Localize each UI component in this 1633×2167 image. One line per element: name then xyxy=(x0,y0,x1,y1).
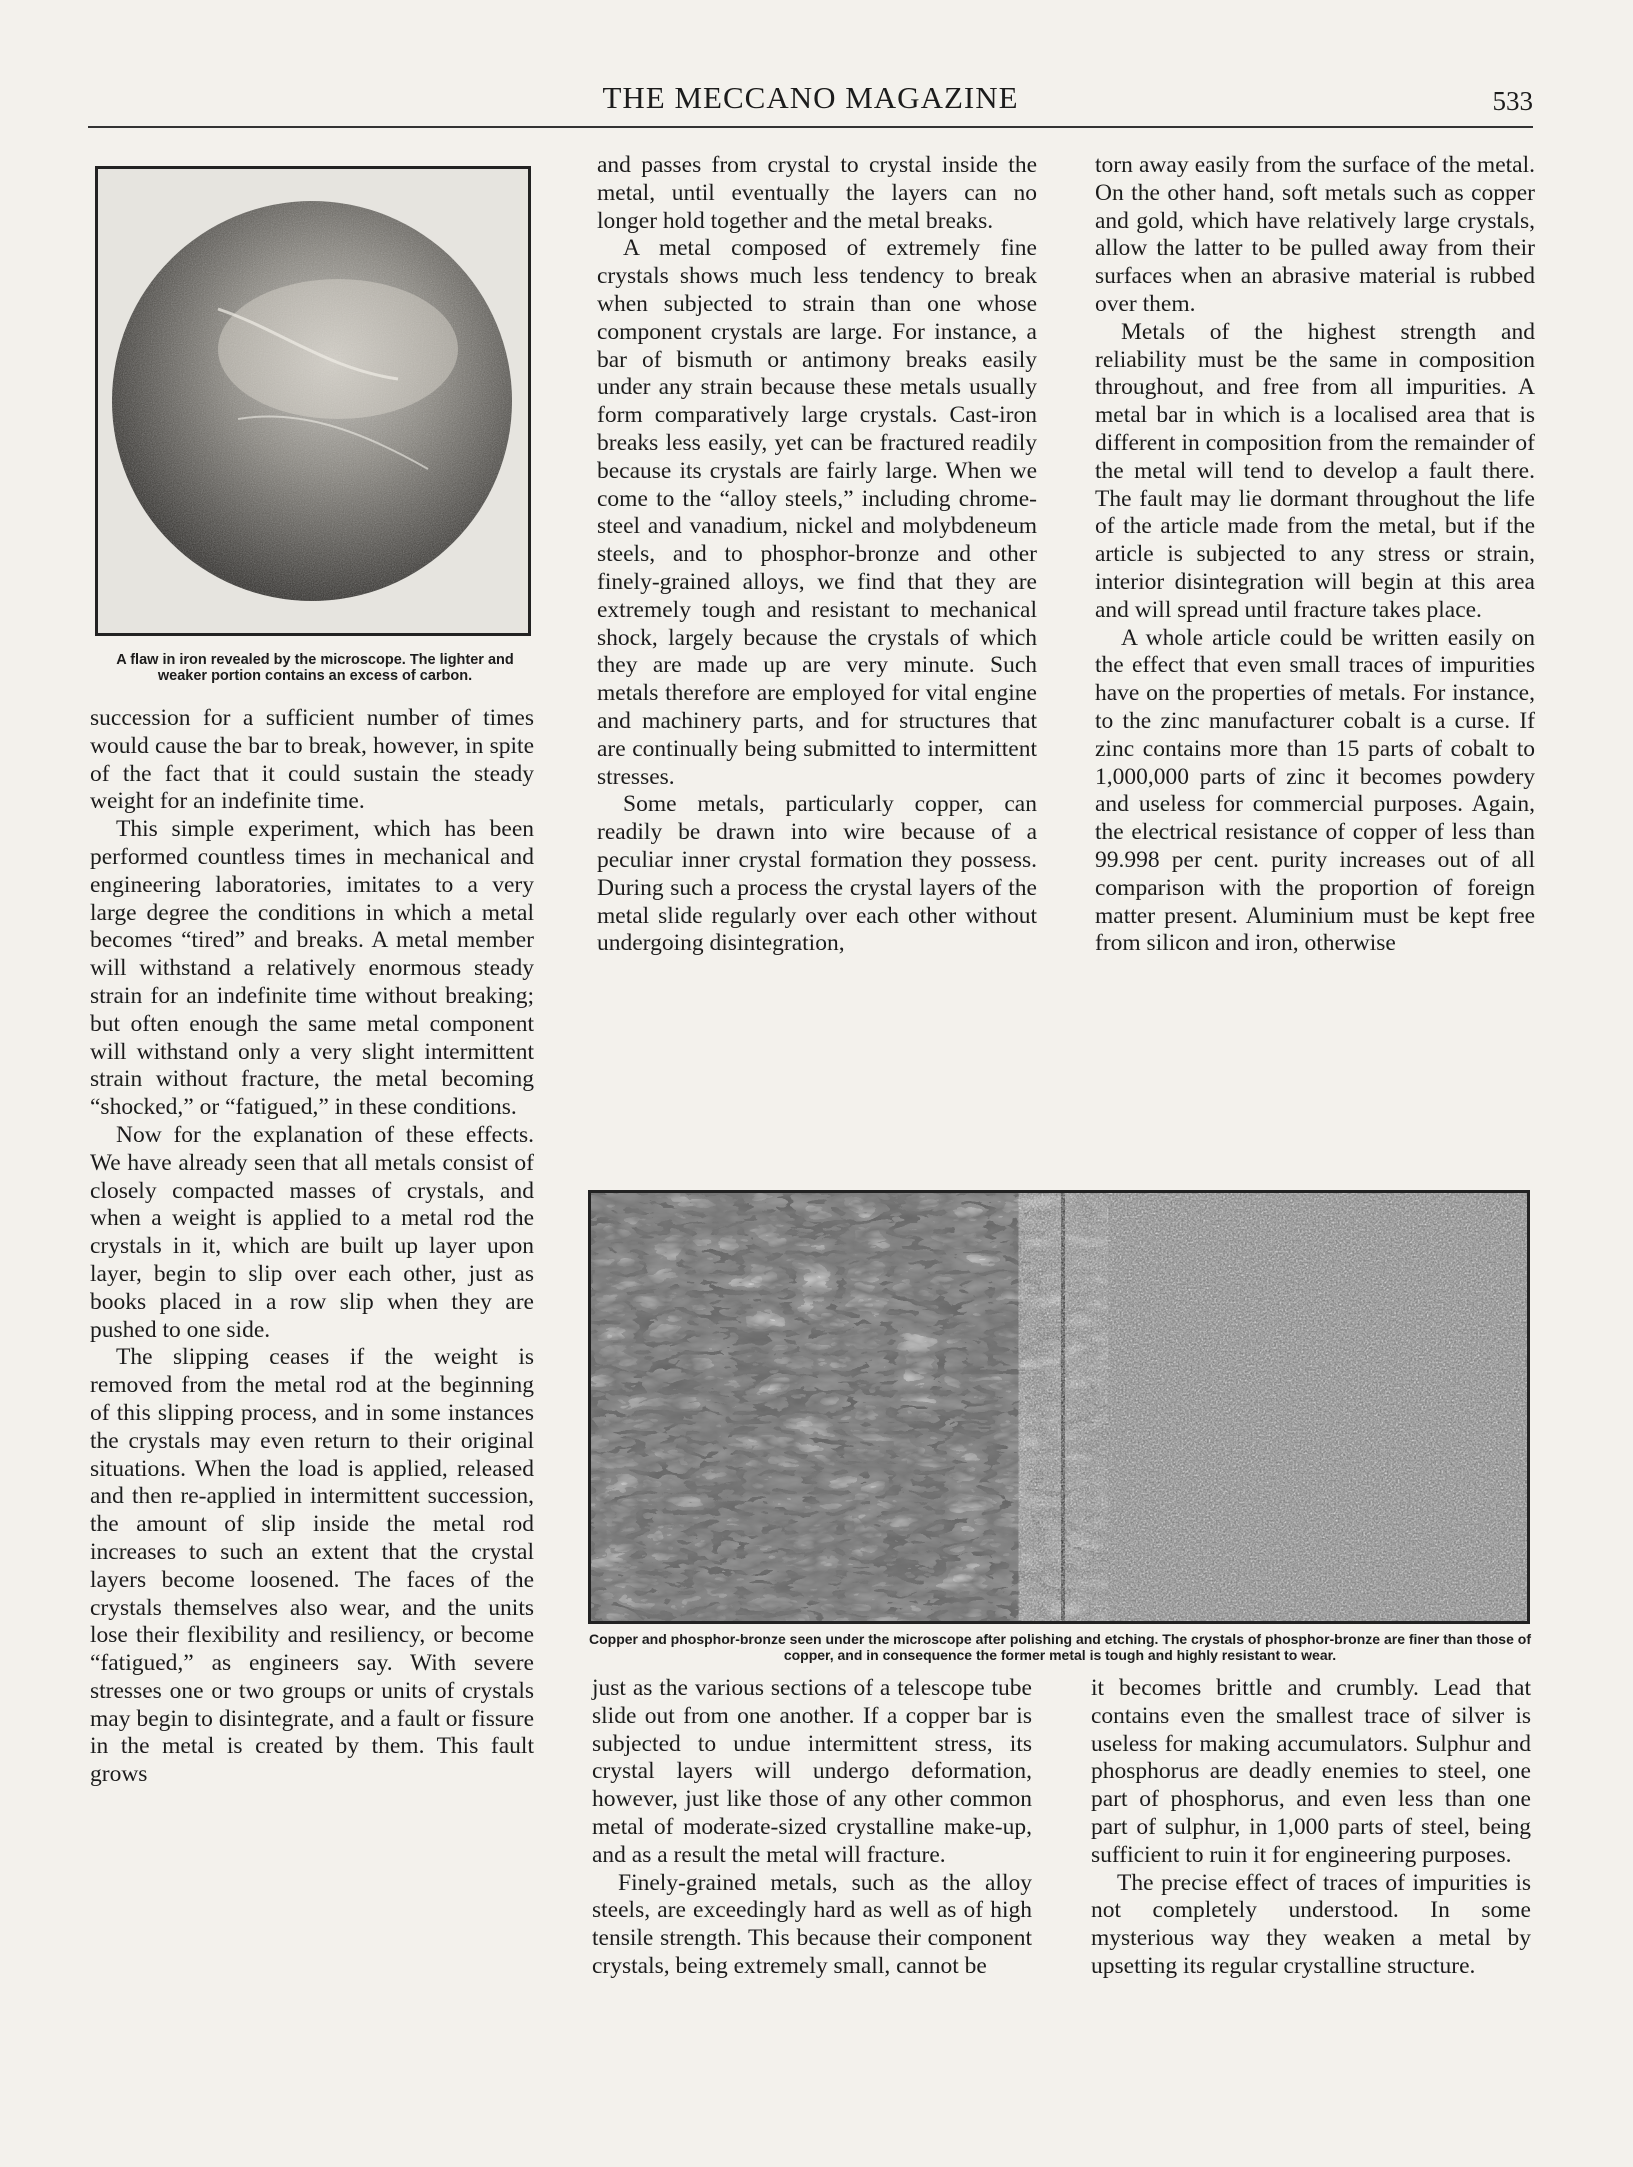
phosphor-bronze-micrograph xyxy=(1065,1193,1527,1621)
paragraph: A metal composed of extremely fine crystals shows much less tendency to break when subjected to strain than one whose component crystals are large. For instance, a bar of bismuth or antimony breaks easily under any strain because these metals usually form comparatively large crystals. Cast-iron breaks less easily, yet can be fractured readily because its crystals are fairly large. When we come to the “alloy steels,” including chrome-steel and vanadium, nickel and molybdeneum steels, and to phosphor-bronze and other finely-grained alloys, we find that they are extremely tough and resistant to mechanical shock, largely because the crystals of which they are made up are very minute. Such metals therefore are employed for vital engine and machinery parts, and for structures that are continually being submitted to intermittent stresses. xyxy=(597,235,1037,790)
paragraph: Now for the explanation of these effects. We have already seen that all metals consist of closely compacted masses of crystals, and when a weight is applied to a metal rod the crystals in it, which are built up layer upon layer, begin to slip over each other, just as books placed in a row slip when they are pushed to one side. xyxy=(90,1121,534,1343)
paragraph: Metals of the highest strength and reliability must be the same in composition throughout, and free from all impurities. A metal bar in which is a localised area that is different in composition from the remainder of the metal will tend to develop a fault there. The fault may lie dormant throughout the life of the article made from the metal, but if the article is subjected to any stress or strain, interior disintegration will begin at this area and will spread until fracture takes place. xyxy=(1095,318,1535,623)
article-column-2-bottom xyxy=(592,1675,1032,1981)
iron-flaw-caption: A flaw in iron revealed by the microscope. The lighter and weaker portion contains an excess of carbon. xyxy=(116,652,514,684)
copper-micrograph xyxy=(591,1193,1061,1621)
copper-bronze-caption: Copper and phosphor-bronze seen under the microscope after polishing and etching. The crystals of phosphor-bronze are finer than those of copper, and in consequence the former metal is tough and highly resistant to wear. xyxy=(589,1631,1531,1663)
micrograph-image xyxy=(98,169,528,633)
paragraph: it becomes brittle and crumbly. Lead that contains even the smallest trace of silver is useless for making accumulators. Sulphur and phosphorus are deadly enemies to steel, one part of phosphorus, and even less than one part of sulphur, in 1,000 parts of steel, being sufficient to ruin it for engineering purposes. xyxy=(1091,1675,1531,1868)
copper-bronze-micrographs xyxy=(588,1190,1530,1624)
article-column-3-top xyxy=(1095,152,1535,958)
page-header xyxy=(88,78,1533,128)
paragraph: and passes from crystal to crystal inside the metal, until eventually the layers can no longer hold together and the metal breaks. xyxy=(597,152,1037,234)
paragraph: torn away easily from the surface of the metal. On the other hand, soft metals such as copper and gold, which have relatively large crystals, allow the latter to be pulled away from their surfaces when an abrasive material is rubbed over them. xyxy=(1095,152,1535,317)
paragraph: just as the various sections of a telescope tube slide out from one another. If a copper bar is subjected to undue intermittent stress, its crystal layers will undergo deformation, however, just like those of any other common metal of moderate-sized crystalline make-up, and as a result the metal will fracture. xyxy=(592,1675,1032,1868)
article-column-2-top xyxy=(597,152,1037,958)
paragraph: succession for a sufficient number of times would cause the bar to break, however, in spite of the fact that it could sustain the steady weight for an indefinite time. xyxy=(90,705,534,815)
magazine-title: THE MECCANO MAGAZINE xyxy=(602,80,1019,115)
paragraph: Some metals, particularly copper, can readily be drawn into wire because of a peculiar inner crystal formation they possess. During such a process the crystal layers of the metal slide regularly over each other without undergoing disintegration, xyxy=(597,791,1037,957)
page-number: 533 xyxy=(1492,86,1533,116)
paragraph: Finely-grained metals, such as the alloy steels, are exceedingly hard as well as of high tensile strength. This because their component crystals, being extremely small, cannot be xyxy=(592,1869,1032,1979)
article-column-1 xyxy=(90,705,534,1789)
iron-flaw-micrograph xyxy=(95,166,531,636)
article-column-3-bottom xyxy=(1091,1675,1531,1981)
paragraph: A whole article could be written easily on the effect that even small traces of impurities have on the properties of metals. For instance, to the zinc manufacturer cobalt is a curse. If zinc contains more than 15 parts of cobalt to 1,000,000 parts of zinc it becomes powdery and useless for commercial purposes. Again, the electrical resistance of copper of less than 99.998 per cent. purity increases out of all comparison with the proportion of foreign matter present. Aluminium must be kept free from silicon and iron, otherwise xyxy=(1095,624,1535,957)
paragraph: This simple experiment, which has been performed countless times in mechanical and engineering laboratories, imitates to a very large degree the conditions in which a metal becomes “tired” and breaks. A metal member will withstand a relatively enormous steady strain for an indefinite time without breaking; but often enough the same metal component will withstand only a very slight intermittent strain without fracture, the metal becoming “shocked,” or “fatigued,” in these conditions. xyxy=(90,816,534,1121)
micrograph-image xyxy=(591,1193,1527,1621)
paragraph: The slipping ceases if the weight is removed from the metal rod at the beginning of this slipping process, and in some instances the crystals may even return to their original situations. When the load is applied, released and then re-applied in intermittent succession, the amount of slip inside the metal rod increases to such an extent that the crystal layers become loosened. The faces of the crystals themselves also wear, and the units lose their flexibility and resiliency, or become “fatigued,” as engineers say. With severe stresses one or two groups or units of crystals may begin to disintegrate, and a fault or fissure in the metal is created by them. This fault grows xyxy=(90,1344,534,1788)
paragraph: The precise effect of traces of impurities is not completely understood. In some mysterious way they weaken a metal by upsetting its regular crystalline structure. xyxy=(1091,1869,1531,1979)
